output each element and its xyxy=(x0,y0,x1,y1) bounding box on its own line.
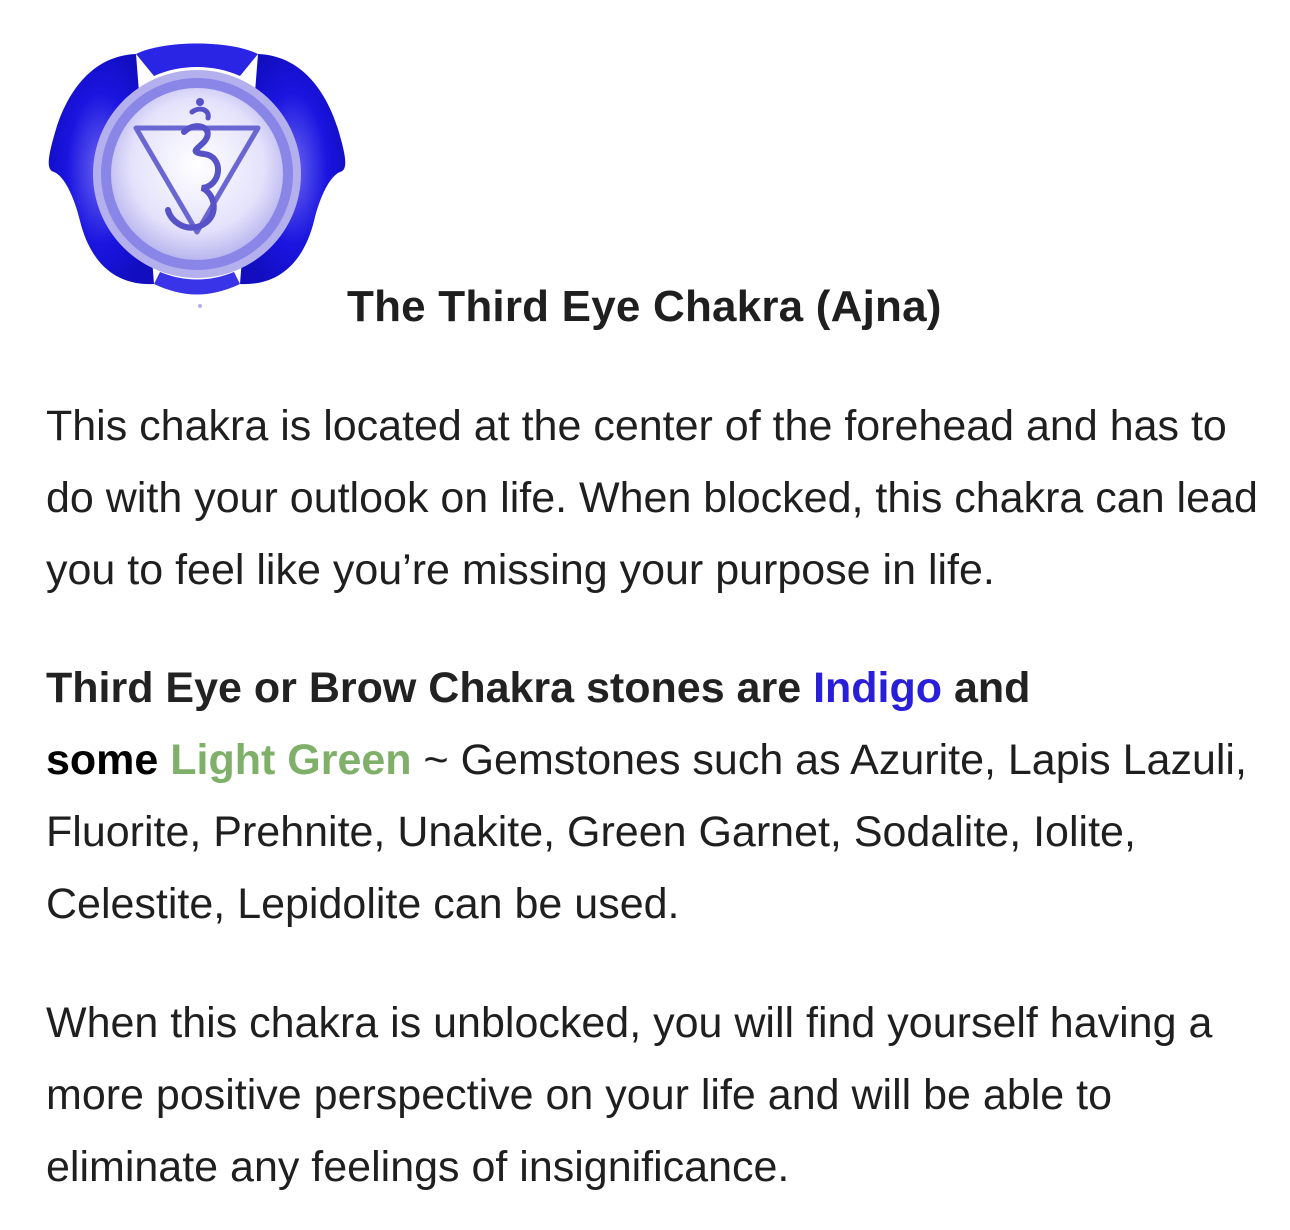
stones-and: and xyxy=(942,664,1031,712)
page-title: The Third Eye Chakra (Ajna) xyxy=(347,282,942,331)
light-green-color-label: Light Green xyxy=(170,736,412,784)
stones-some: some xyxy=(46,736,171,784)
third-eye-chakra-icon xyxy=(44,36,350,312)
unblocked-paragraph: When this chakra is unblocked, you will find yourself having a more positive perspective on your life and will be able to eliminate any feelings of insignificance. xyxy=(46,999,1213,1191)
indigo-color-label: Indigo xyxy=(813,664,943,712)
gemstones-list: ~ Gemstones such as Azurite, Lapis Lazuli, Fluorite, Prehnite, Unakite, Green Garnet, Sodalite, Iolite, Celestite, Lepidolite can be used. xyxy=(46,736,1247,928)
stones-lead: Third Eye or Brow Chakra stones are xyxy=(46,664,814,712)
description-paragraph: This chakra is located at the center of the forehead and has to do with your outlook on life. When blocked, this chakra can lead you to feel like you’re missing your purpose in life. xyxy=(46,402,1258,594)
stones-paragraph xyxy=(46,652,1266,940)
